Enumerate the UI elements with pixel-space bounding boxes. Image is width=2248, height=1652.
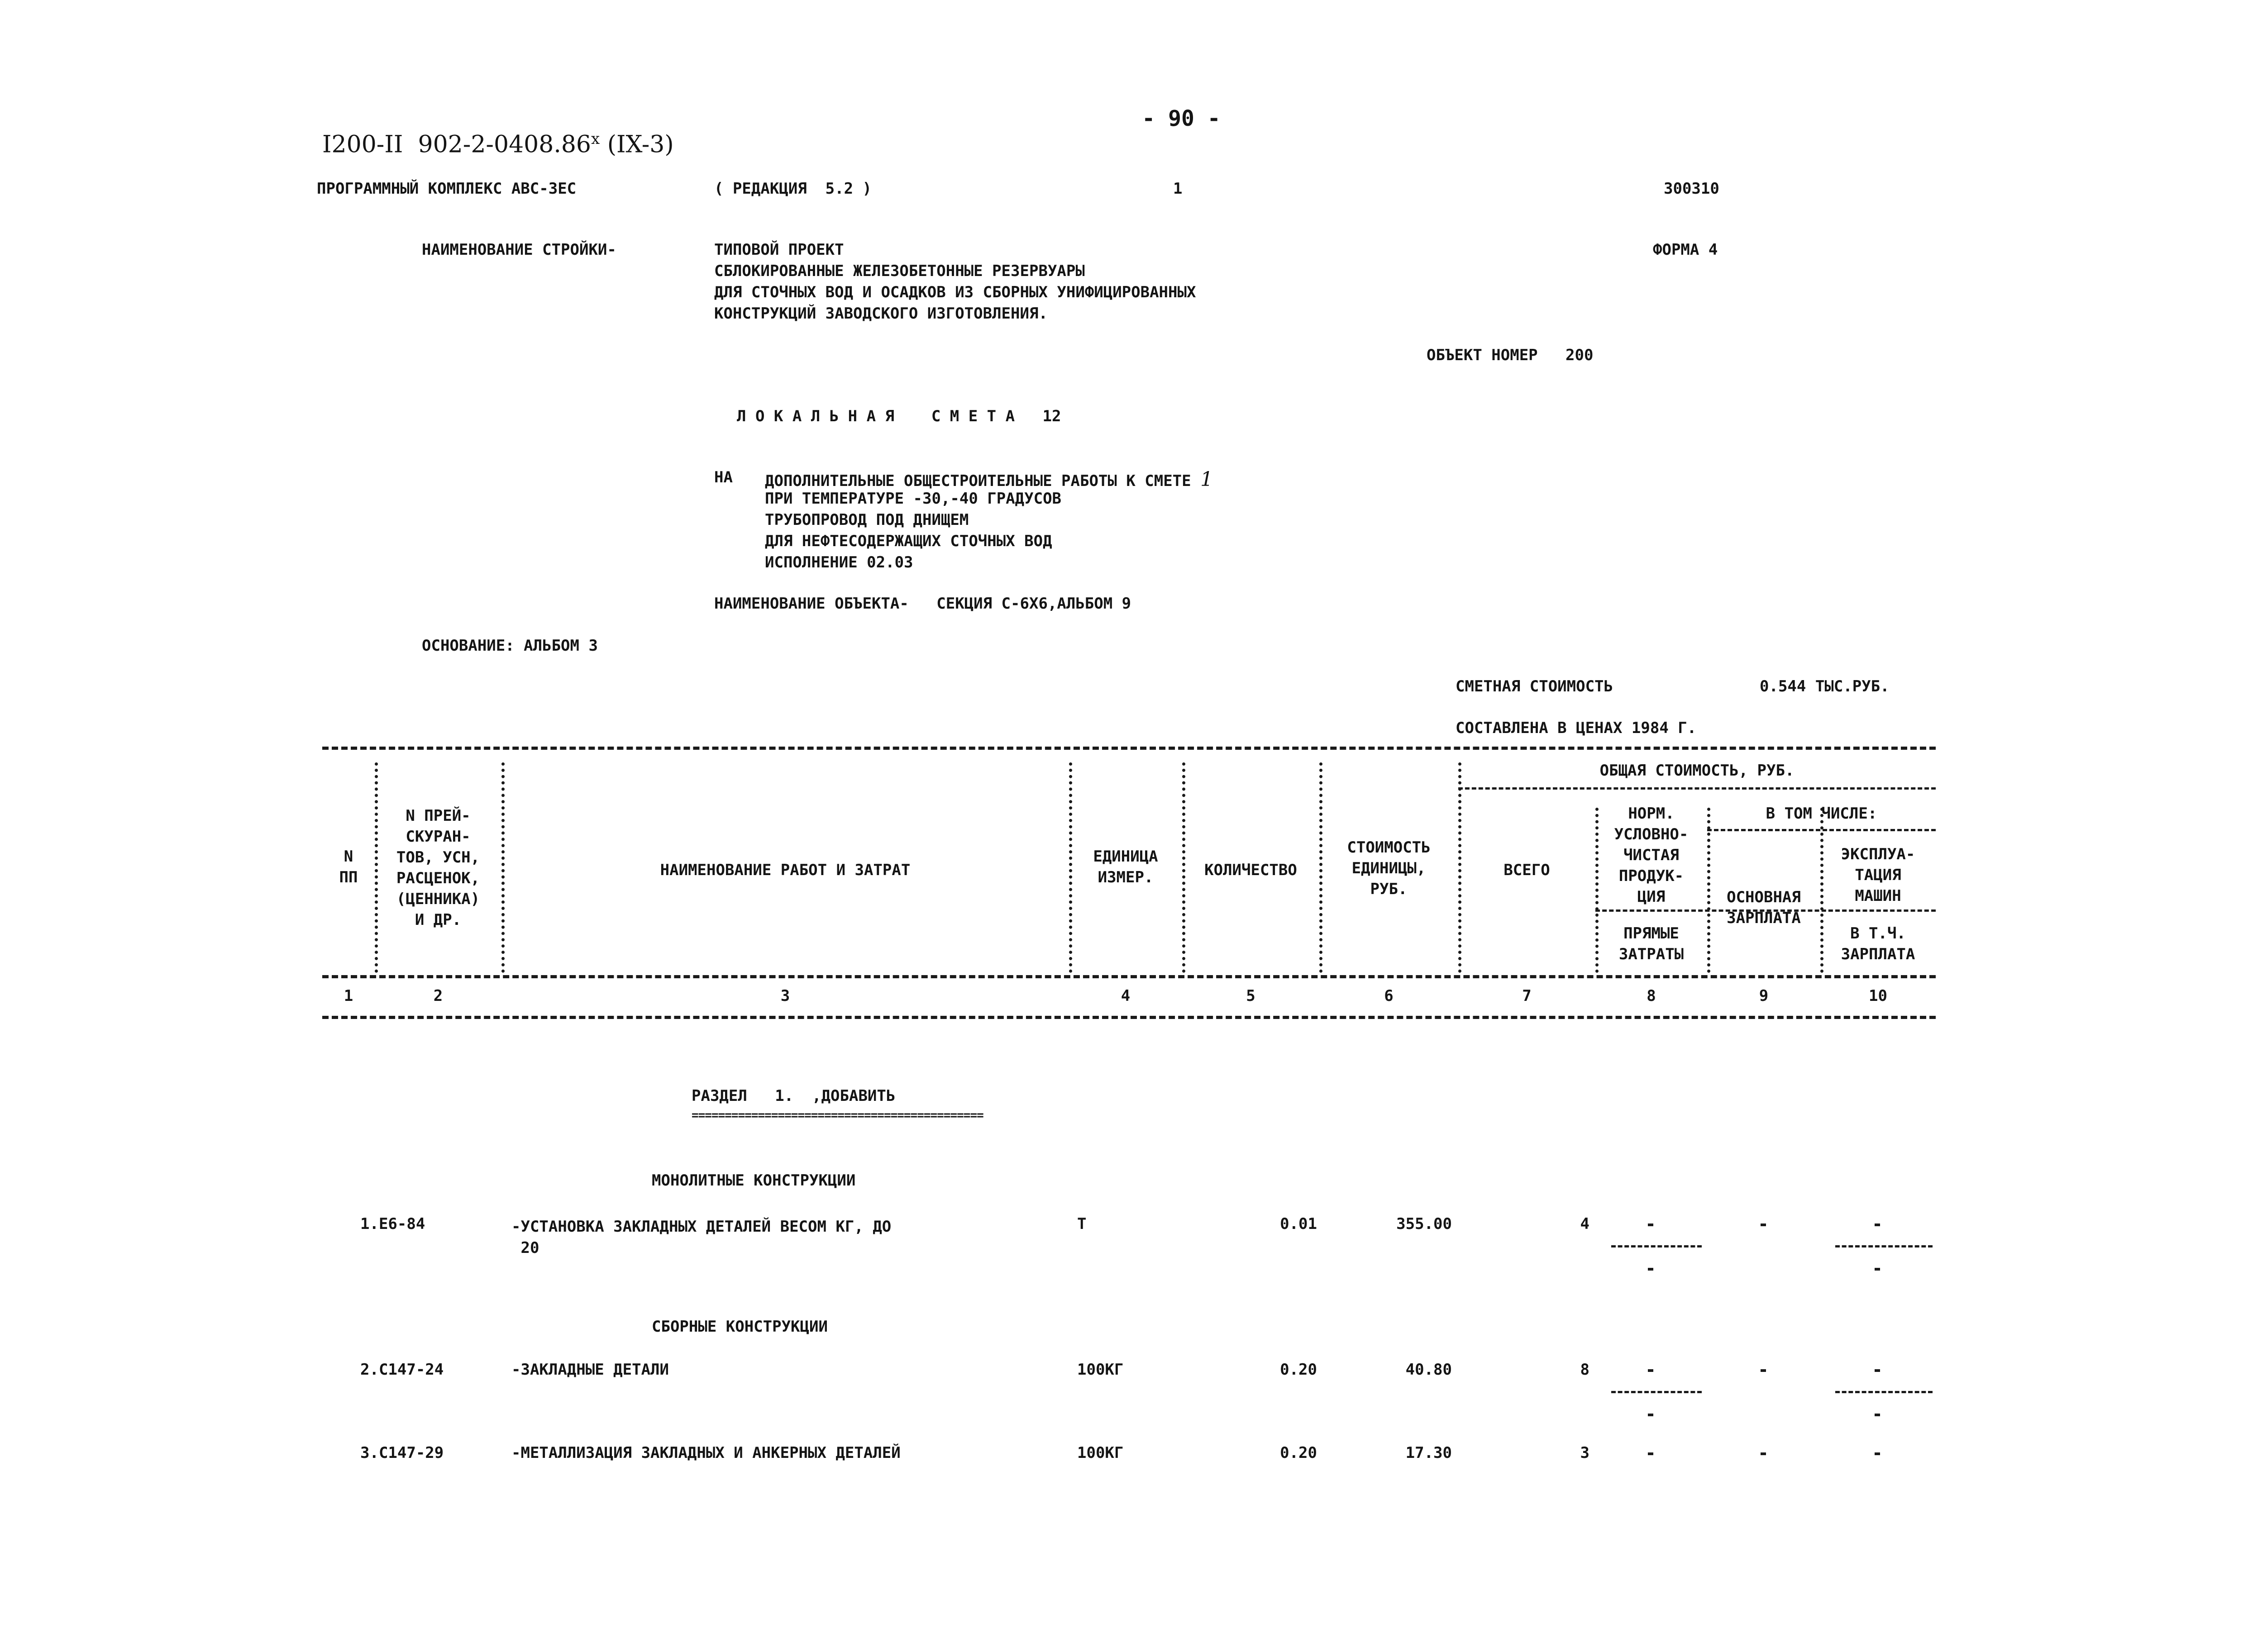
column-number: 7 <box>1522 987 1532 1005</box>
document-code-tail: (IX-3) <box>600 131 674 158</box>
column-number: 8 <box>1647 987 1656 1005</box>
row-code: 3.С147-29 <box>360 1444 444 1462</box>
column-number: 5 <box>1246 987 1255 1005</box>
row-quantity: 0.20 <box>1280 1444 1317 1462</box>
column-number: 4 <box>1121 987 1131 1005</box>
estimate-subject-line: ТРУБОПРОВОД ПОД ДНИЩЕМ <box>765 511 969 529</box>
row-unit-cost: 17.30 <box>1405 1444 1452 1462</box>
object-name: НАИМЕНОВАНИЕ ОБЪЕКТА- СЕКЦИЯ С-6Х6,АЛЬБОМ 9 <box>714 595 1131 613</box>
header-unit-cost: СТОИМОСТЬ ЕДИНИЦЫ, РУБ. <box>1347 838 1431 898</box>
row-work-name: -УСТАНОВКА ЗАКЛАДНЫХ ДЕТАЛЕЙ ВЕСОМ КГ, ДО 20 <box>511 1218 892 1257</box>
estimate-subject-line: ПРИ ТЕМПЕРАТУРЕ -30,-40 ГРАДУСОВ <box>765 490 1062 508</box>
empty-cell-mark <box>1648 1369 1653 1372</box>
header-total: ВСЕГО <box>1503 861 1550 879</box>
column-number: 2 <box>433 987 443 1005</box>
column-number: 9 <box>1759 987 1769 1005</box>
document-code-superscript: x <box>591 130 600 148</box>
program-complex: ПРОГРАММНЫЙ КОМПЛЕКС АВС-ЗЕС <box>317 180 577 198</box>
document-code <box>322 131 674 156</box>
estimate-subject-first <box>765 470 1213 490</box>
estimate-basis: ОСНОВАНИЕ: АЛЬБОМ 3 <box>422 637 598 655</box>
empty-cell-mark <box>1648 1268 1653 1271</box>
header-incl-salary: В Т.Ч. ЗАРПЛАТА <box>1841 924 1915 963</box>
header-work-name: НАИМЕНОВАНИЕ РАБОТ И ЗАТРАТ <box>660 861 911 879</box>
header-including: В ТОМ ЧИСЛЕ: <box>1766 805 1877 823</box>
estimate-cost-value: 0.544 ТЫС.РУБ. <box>1760 677 1890 695</box>
table-rule-group <box>1458 787 1936 790</box>
header-machine-operation: ЭКСПЛУА- ТАЦИЯ МАШИН <box>1841 845 1915 905</box>
header-quantity: КОЛИЧЕСТВО <box>1204 861 1297 879</box>
project-line: ДЛЯ СТОЧНЫХ ВОД И ОСАДКОВ ИЗ СБОРНЫХ УНИФИЦИРОВАННЫХ <box>714 283 1196 301</box>
row-total: 3 <box>1580 1444 1589 1462</box>
estimate-subject-line: ДЛЯ НЕФТЕСОДЕРЖАЩИХ СТОЧНЫХ ВОД <box>765 532 1052 550</box>
header-total-group: ОБЩАЯ СТОИМОСТЬ, РУБ. <box>1599 762 1795 780</box>
estimate-na-label: НА <box>714 468 733 486</box>
column-number: 1 <box>344 987 353 1005</box>
column-number: 6 <box>1384 987 1394 1005</box>
cell-divider <box>1611 1245 1702 1247</box>
form-number: ФОРМА 4 <box>1653 241 1718 259</box>
empty-cell-mark <box>1761 1369 1766 1372</box>
cell-divider <box>1835 1245 1933 1247</box>
estimate-cost-label: СМЕТНАЯ СТОИМОСТЬ <box>1456 677 1613 695</box>
empty-cell-mark <box>1875 1224 1880 1226</box>
header-net-production: НОРМ. УСЛОВНО- ЧИСТАЯ ПРОДУК- ЦИЯ <box>1614 805 1689 906</box>
program-edition: ( РЕДАКЦИЯ 5.2 ) <box>714 180 872 198</box>
cell-divider <box>1611 1391 1702 1393</box>
object-number: ОБЪЕКТ НОМЕР 200 <box>1427 346 1594 364</box>
estimate-title: Л О К А Л Ь Н А Я С М Е Т А 12 <box>737 407 1061 425</box>
row-unit-cost: 40.80 <box>1405 1361 1452 1379</box>
row-code: 1.Е6-84 <box>360 1215 425 1233</box>
row-quantity: 0.01 <box>1280 1215 1317 1233</box>
empty-cell-mark <box>1648 1452 1653 1455</box>
column-number: 10 <box>1869 987 1887 1005</box>
project-line: ТИПОВОЙ ПРОЕКТ <box>714 241 844 259</box>
empty-cell-mark <box>1875 1268 1880 1271</box>
empty-cell-mark <box>1875 1414 1880 1416</box>
header-base-salary: ОСНОВНАЯ ЗАРПЛАТА <box>1727 888 1801 927</box>
header-unit: ЕДИНИЦА ИЗМЕР. <box>1093 847 1158 886</box>
column-number: 3 <box>780 987 790 1005</box>
estimate-subject-line: ИСПОЛНЕНИЕ 02.03 <box>765 553 913 571</box>
page-number: - 90 - <box>1142 106 1221 131</box>
row-work-name: -ЗАКЛАДНЫЕ ДЕТАЛИ <box>511 1361 669 1379</box>
table-rule-incl <box>1707 829 1936 831</box>
empty-cell-mark <box>1875 1452 1880 1455</box>
cell-divider <box>1835 1391 1933 1393</box>
row-work-name: -МЕТАЛЛИЗАЦИЯ ЗАКЛАДНЫХ И АНКЕРНЫХ ДЕТАЛЕЙ <box>511 1444 901 1462</box>
empty-cell-mark <box>1761 1224 1766 1226</box>
header-row-number: N ПП <box>339 847 358 886</box>
row-unit: 100КГ <box>1077 1361 1124 1379</box>
empty-cell-mark <box>1648 1414 1653 1416</box>
sheet-number: 1 <box>1173 180 1183 198</box>
table-rule-top <box>322 747 1936 750</box>
row-total: 4 <box>1580 1215 1589 1233</box>
document-code-main: I200-II 902-2-0408.86 <box>322 131 592 158</box>
row-quantity: 0.20 <box>1280 1361 1317 1379</box>
row-unit: Т <box>1077 1215 1087 1233</box>
table-rule-numbers-bottom <box>322 1016 1936 1019</box>
header-price-list-number: N ПРЕЙ- СКУРАН- ТОВ, УСН, РАСЦЕНОК, (ЦЕННИКА) И ДР. <box>396 807 480 929</box>
estimate-subject-text: ДОПОЛНИТЕЛЬНЫЕ ОБЩЕСТРОИТЕЛЬНЫЕ РАБОТЫ К СМЕТЕ <box>765 472 1191 490</box>
project-line: КОНСТРУКЦИЙ ЗАВОДСКОГО ИЗГОТОВЛЕНИЯ. <box>714 305 1048 323</box>
project-label: НАИМЕНОВАНИЕ СТРОЙКИ- <box>422 241 616 259</box>
project-line: СБЛОКИРОВАННЫЕ ЖЕЛЕЗОБЕТОННЫЕ РЕЗЕРВУАРЫ <box>714 262 1085 280</box>
section-underline: ============================================ <box>692 1109 983 1122</box>
row-total: 8 <box>1580 1361 1589 1379</box>
section-title: РАЗДЕЛ 1. ,ДОБАВИТЬ <box>692 1087 896 1105</box>
row-unit: 100КГ <box>1077 1444 1124 1462</box>
row-code: 2.С147-24 <box>360 1361 444 1379</box>
group-title: СБОРНЫЕ КОНСТРУКЦИИ <box>652 1318 828 1336</box>
table-rule-header-bottom <box>322 975 1936 978</box>
estimate-price-base: СОСТАВЛЕНА В ЦЕНАХ 1984 Г. <box>1456 719 1697 737</box>
header-direct-costs: ПРЯМЫЕ ЗАТРАТЫ <box>1618 924 1684 963</box>
empty-cell-mark <box>1875 1369 1880 1372</box>
row-unit-cost: 355.00 <box>1396 1215 1452 1233</box>
group-title: МОНОЛИТНЫЕ КОНСТРУКЦИИ <box>652 1171 856 1190</box>
document-code-number: 300310 <box>1664 180 1719 198</box>
estimate-handwritten-number: 1 <box>1200 468 1213 491</box>
empty-cell-mark <box>1761 1452 1766 1455</box>
empty-cell-mark <box>1648 1224 1653 1226</box>
